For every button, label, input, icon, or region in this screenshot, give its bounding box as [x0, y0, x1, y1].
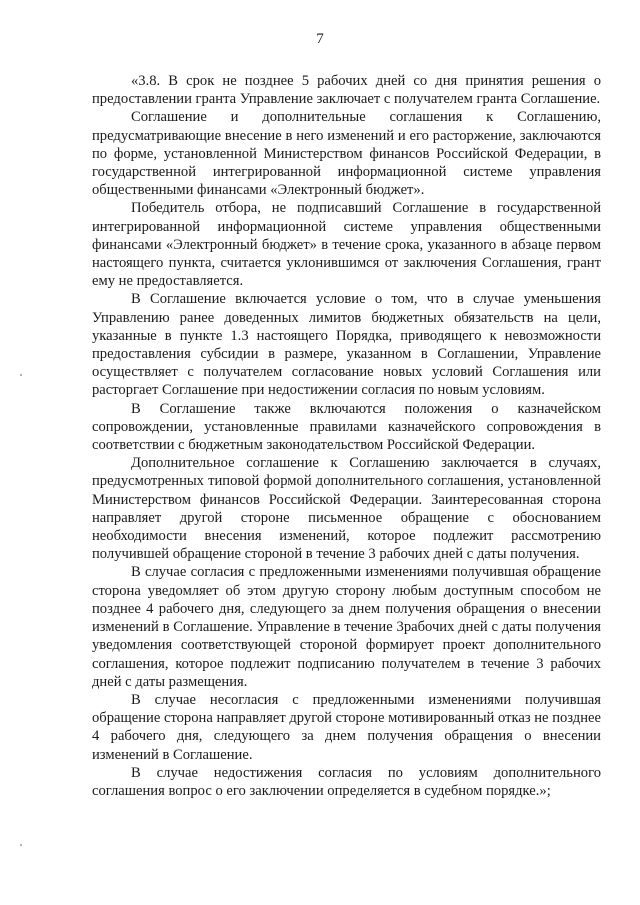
scan-speck: [20, 844, 22, 846]
paragraph-disagreement-case: В случае несогласия с предложенными изменениями получившая обращение сторона направляет другой стороне мотивированный отказ не позднее 4 рабочего дня, следующего за днем получения обращения о внесении изменений в Соглашение.: [92, 691, 601, 763]
paragraph-treasury-support: В Соглашение также включаются положения о казначейском сопровождении, установленные правилами казначейского сопровождения в соответствии с бюджетным законодательством Российской Федерации.: [92, 400, 601, 454]
scan-speck: [20, 374, 22, 376]
paragraph-additional-agreement: Дополнительное соглашение к Соглашению заключается в случаях, предусмотренных типовой формой дополнительного соглашения, установленной Министерством финансов Российской Федерации. Заинтересованная сторона направляет другой стороне письменное обращение с обоснованием необходимости внесения изменений, которое подлежит рассмотрению получившей обращение стороной в течение 3 рабочих дней с даты получения.: [92, 455, 601, 563]
page-number: 7: [316, 31, 324, 47]
paragraph-consent-case: В случае согласия с предложенными изменениями получившая обращение сторона уведомляет об этом другую сторону любым доступным способом не позднее 4 рабочего дня, следующего за днем получения обращения о внесении изменений в Соглашение. Управление в течение 3рабочих дней с даты получения уведомления соответствующей стороной формирует проект дополнительного соглашения, которое подлежит подписанию получателем в течение 3 рабочих дней с даты размещения.: [92, 564, 601, 690]
paragraph-limits-reduction: В Соглашение включается условие о том, что в случае уменьшения Управлению ранее доведенных лимитов бюджетных обязательств на цели, указанные в пункте 1.3 настоящего Порядка, приводящего к невозможности предоставления субсидии в размере, указанном в Соглашении, Управление осуществляет с получателем согласование новых условий Соглашения или расторгает Соглашение при недостижении согласия по новым условиям.: [92, 291, 601, 399]
paragraph-3-8: «3.8. В срок не позднее 5 рабочих дней со дня принятия решения о предоставлении гранта Управление заключает с получателем гранта Соглашение.: [92, 73, 601, 108]
document-body: [92, 72, 601, 800]
paragraph-agreement-form: Соглашение и дополнительные соглашения к Соглашению, предусматривающие внесение в него изменений и его расторжение, заключаются по форме, установленной Министерством финансов Российской Федерации, в государственной интегрированной информационной системе управления общественными финансами «Электронный бюджет».: [92, 109, 601, 199]
paragraph-winner-evasion: Победитель отбора, не подписавший Соглашение в государственной интегрированной информационной системе управления общественными финансами «Электронный бюджет» в течение срока, указанного в абзаце первом настоящего пункта, считается уклонившимся от заключения Соглашения, грант ему не предоставляется.: [92, 200, 601, 290]
paragraph-court-resolution: В случае недостижения согласия по условиям дополнительного соглашения вопрос о его заключении определяется в судебном порядке.»;: [92, 764, 601, 799]
